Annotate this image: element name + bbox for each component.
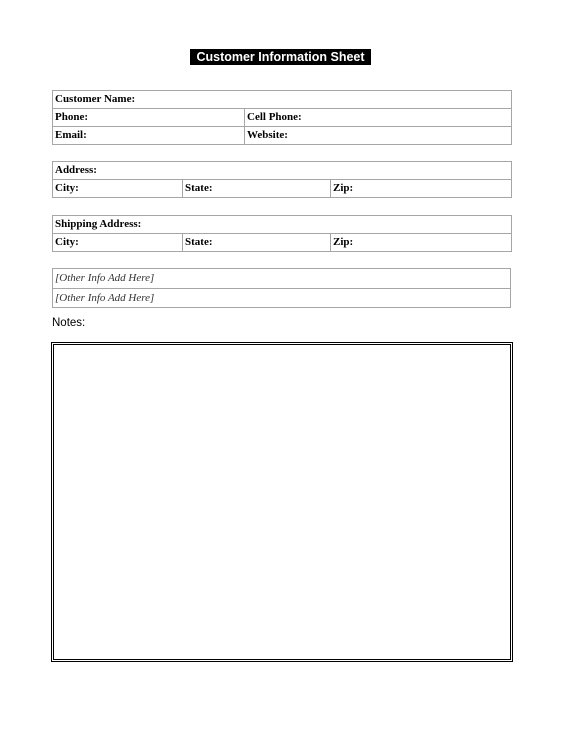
zip-field[interactable]: Zip: bbox=[331, 180, 512, 198]
shipping-address-table bbox=[52, 215, 512, 252]
address-field[interactable]: Address: bbox=[53, 162, 512, 180]
table-row bbox=[53, 180, 512, 198]
table-row bbox=[53, 162, 512, 180]
customer-info-table bbox=[52, 90, 512, 145]
notes-textarea[interactable] bbox=[51, 342, 513, 662]
city-field[interactable]: City: bbox=[53, 180, 183, 198]
address-table bbox=[52, 161, 512, 198]
cell-phone-field[interactable]: Cell Phone: bbox=[245, 109, 512, 127]
shipping-address-field[interactable]: Shipping Address: bbox=[53, 216, 512, 234]
phone-field[interactable]: Phone: bbox=[53, 109, 245, 127]
shipping-state-field[interactable]: State: bbox=[183, 234, 331, 252]
customer-name-field[interactable]: Customer Name: bbox=[53, 91, 512, 109]
shipping-city-field[interactable]: City: bbox=[53, 234, 183, 252]
state-field[interactable]: State: bbox=[183, 180, 331, 198]
table-row bbox=[53, 109, 512, 127]
table-row bbox=[53, 234, 512, 252]
other-info-field[interactable]: [Other Info Add Here] bbox=[53, 289, 511, 308]
table-row bbox=[53, 91, 512, 109]
other-info-table bbox=[52, 268, 511, 308]
table-row bbox=[53, 289, 511, 308]
table-row bbox=[53, 216, 512, 234]
notes-label: Notes: bbox=[52, 317, 86, 329]
email-field[interactable]: Email: bbox=[53, 127, 245, 145]
website-field[interactable]: Website: bbox=[245, 127, 512, 145]
other-info-field[interactable]: [Other Info Add Here] bbox=[53, 269, 511, 289]
page-title: Customer Information Sheet bbox=[190, 49, 371, 65]
shipping-zip-field[interactable]: Zip: bbox=[331, 234, 512, 252]
table-row bbox=[53, 127, 512, 145]
table-row bbox=[53, 269, 511, 289]
